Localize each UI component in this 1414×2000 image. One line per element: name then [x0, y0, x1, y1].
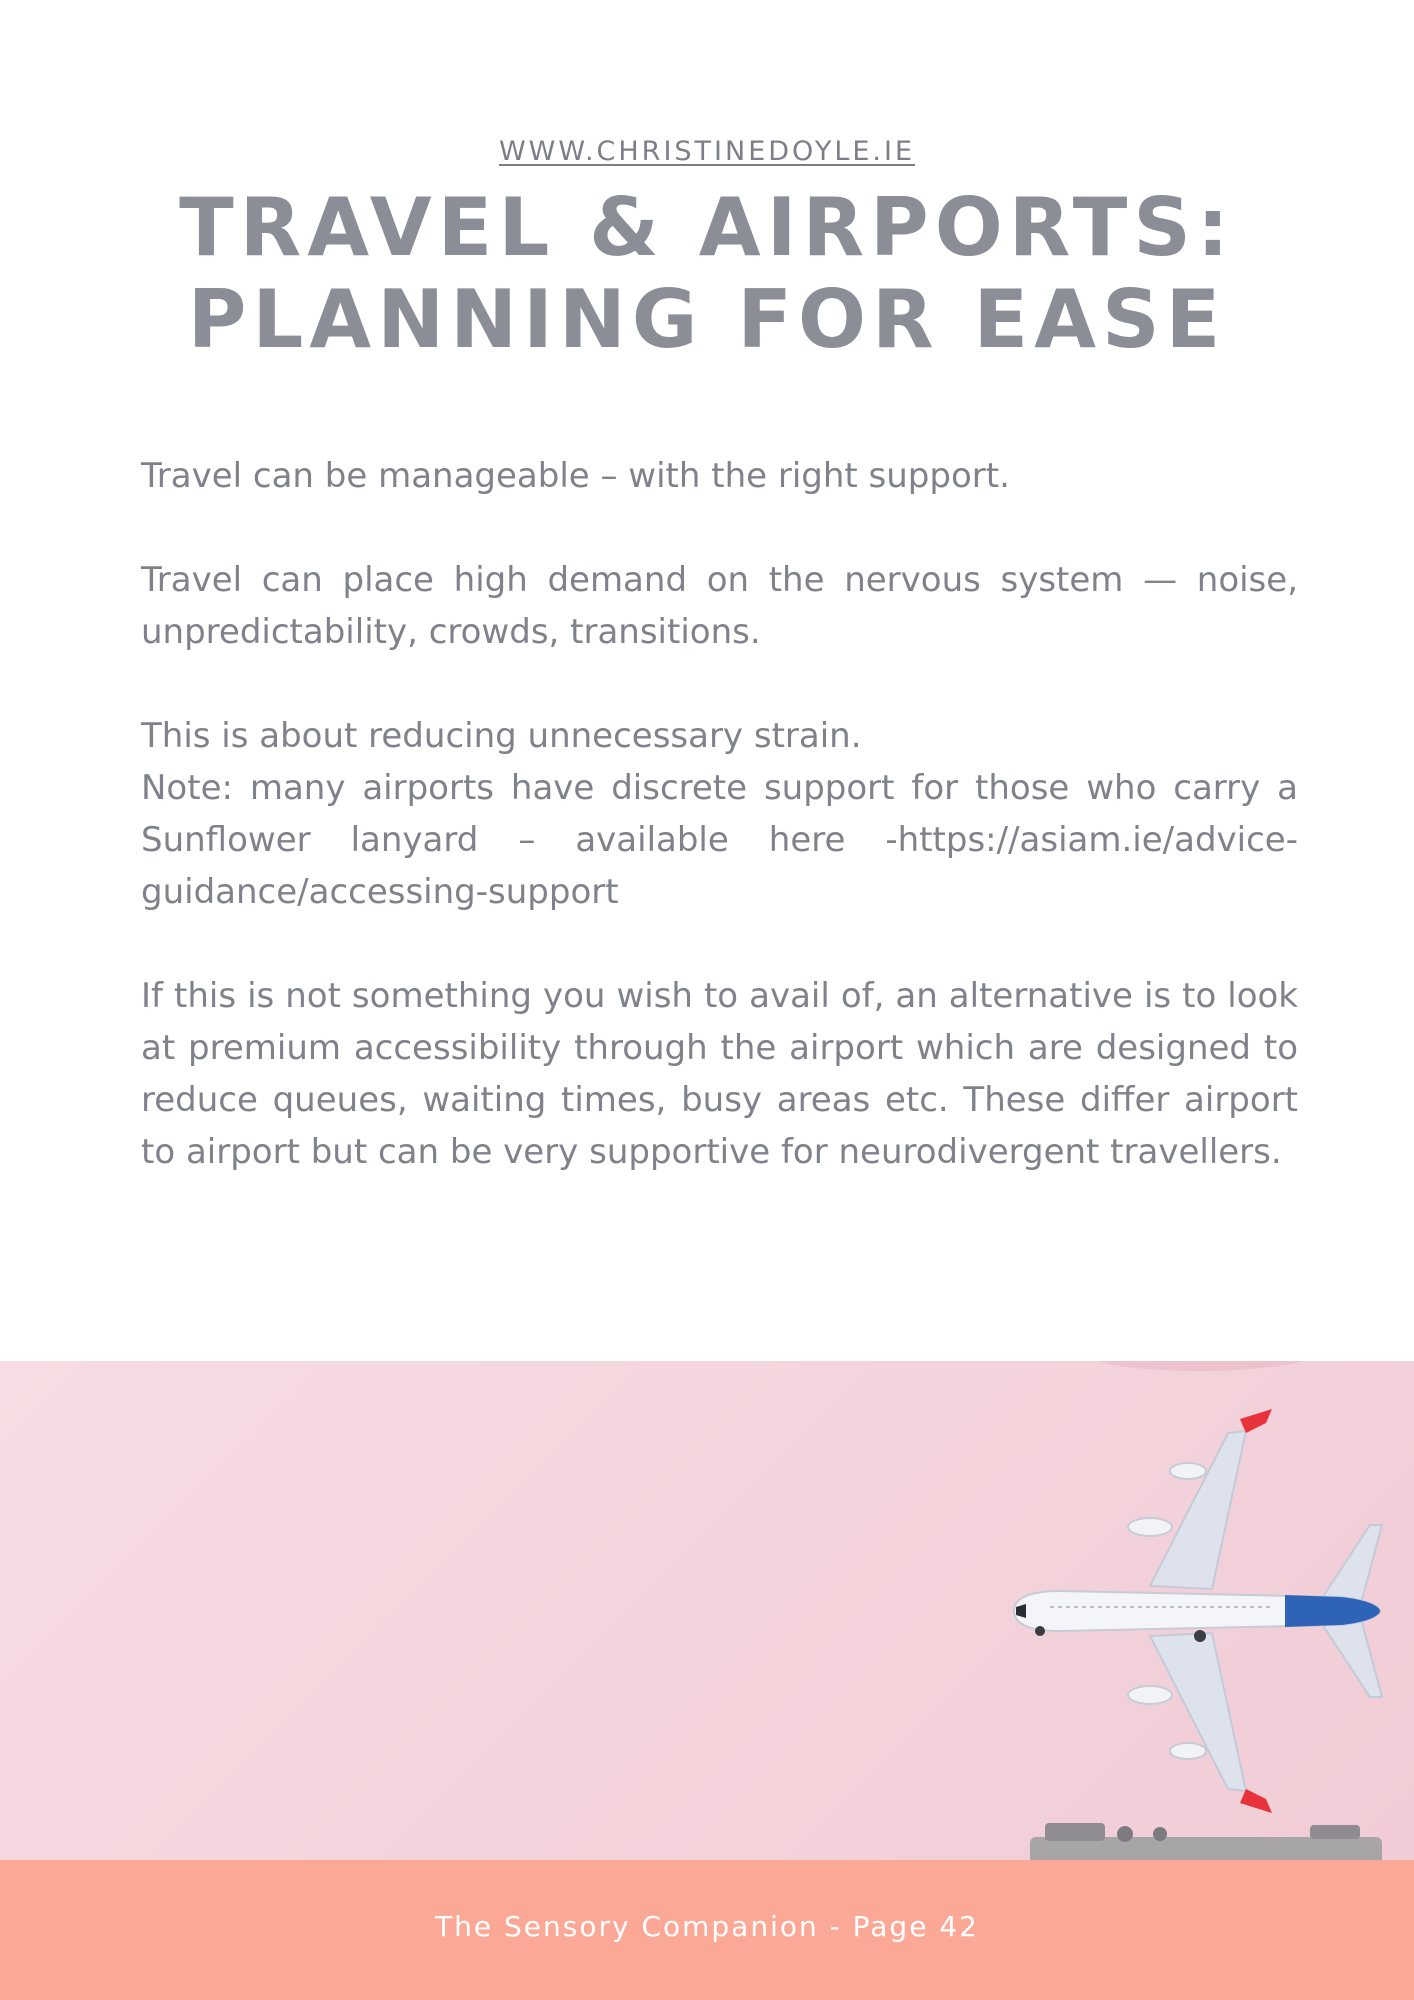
body-text — [141, 450, 1298, 1178]
page-title — [0, 182, 1414, 366]
airplane-photo — [0, 1361, 1414, 1860]
page-footer — [0, 1860, 1414, 2000]
footer-text: The Sensory Companion - Page 42 — [435, 1910, 979, 1943]
paragraph-strain: This is about reducing unnecessary strain. — [141, 716, 862, 756]
paragraph-alternative: If this is not something you wish to avail of, an alternative is to look at premium accessibility through the airport which are designed to reduce queues, waiting times, busy areas etc. These differ airport to airport but can be very supportive for neurodivergent travellers. — [141, 976, 1298, 1172]
paragraph-sunflower-note: Note: many airports have discrete support for those who carry a Sunflower lanyard – available here -https://asiam.ie/advice-guidance/accessing-support — [141, 768, 1298, 912]
paragraph-intro: Travel can be manageable – with the right support. — [141, 456, 1010, 496]
title-line-1: TRAVEL & AIRPORTS: — [179, 181, 1235, 274]
title-line-2: PLANNING FOR EASE — [187, 273, 1227, 366]
paragraph-demand: Travel can place high demand on the nervous system — noise, unpredictability, crowds, transitions. — [141, 560, 1298, 652]
toy-airplane-icon — [0, 1361, 1414, 1860]
website-link[interactable]: WWW.CHRISTINEDOYLE.IE — [498, 136, 916, 167]
